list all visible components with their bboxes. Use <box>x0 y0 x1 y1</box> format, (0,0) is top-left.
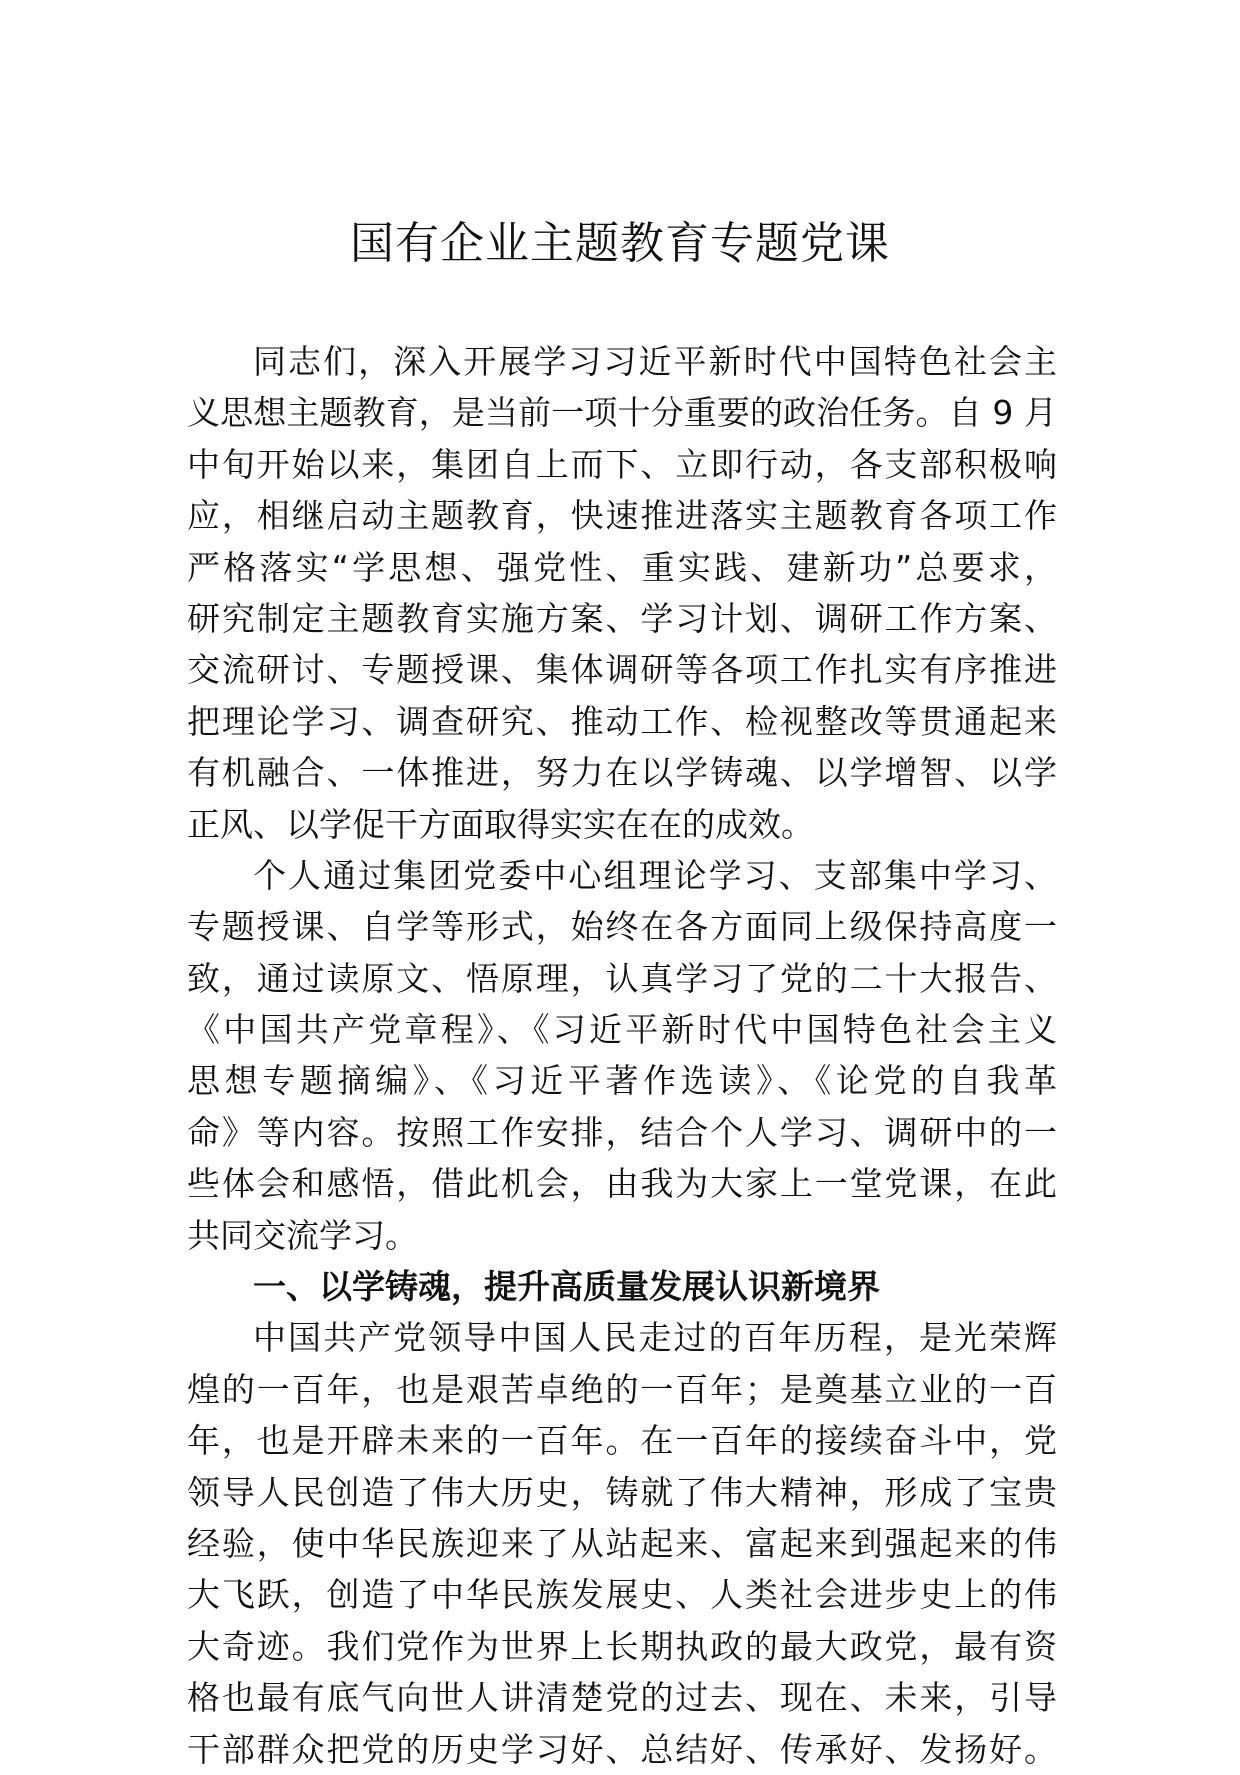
text-line: 把理论学习、调查研究、推动工作、检视整改等贯通起来 <box>187 701 1057 741</box>
text-line: 些体会和感悟，借此机会，由我为大家上一堂党课，在此 <box>187 1164 1057 1204</box>
text-line: 交流研讨、专题授课、集体调研等各项工作扎实有序推进 <box>187 650 1057 690</box>
text-line: 义思想主题教育，是当前一项十分重要的政治任务。自 9 月 <box>187 393 1057 433</box>
text-line: 同志们，深入开展学习习近平新时代中国特色社会主 <box>253 342 1057 381</box>
text-line: 中国共产党领导中国人民走过的百年历程，是光荣辉 <box>253 1318 1057 1358</box>
text-line: 领导人民创造了伟大历史，铸就了伟大精神，形成了宝贵 <box>187 1472 1057 1512</box>
text-line: 干部群众把党的历史学习好、总结好、传承好、发扬好。 <box>187 1729 1057 1769</box>
text-line: 专题授课、自学等形式，始终在各方面同上级保持高度一 <box>187 907 1057 947</box>
text-line: 有机融合、一体推进，努力在以学铸魂、以学增智、以学 <box>187 753 1057 793</box>
text-line: 煌的一百年，也是艰苦卓绝的一百年；是奠基立业的一百 <box>187 1369 1057 1409</box>
text-line: 应，相继启动主题教育，快速推进落实主题教育各项工作 <box>187 496 1057 536</box>
text-line: 年，也是开辟未来的一百年。在一百年的接续奋斗中，党 <box>187 1421 1057 1461</box>
paragraph-personal-study <box>187 850 1057 1261</box>
text-line: 正风、以学促干方面取得实实在在的成效。 <box>187 804 814 844</box>
text-line: 个人通过集团党委中心组理论学习、支部集中学习、 <box>253 855 1057 895</box>
paragraph-party-history <box>187 1312 1057 1775</box>
text-line: 《中国共产党章程》、《习近平新时代中国特色社会主义 <box>187 1010 1057 1050</box>
text-line: 格也最有底气向世人讲清楚党的过去、现在、未来，引导 <box>187 1678 1057 1718</box>
text-line: 中旬开始以来，集团自上而下、立即行动，各支部积极响 <box>187 444 1057 484</box>
text-line: 大飞跃，创造了中华民族发展史、人类社会进步史上的伟 <box>187 1575 1057 1615</box>
text-line: 共同交流学习。 <box>187 1215 418 1255</box>
text-line: 研究制定主题教育实施方案、学习计划、调研工作方案、 <box>187 598 1057 638</box>
text-line: 严格落实“学思想、强党性、重实践、建新功”总要求， <box>187 547 1057 587</box>
document-body <box>187 336 1057 1775</box>
text-line: 致，通过读原文、悟原理，认真学习了党的二十大报告、 <box>187 958 1057 998</box>
section-heading <box>187 1261 1057 1312</box>
section-heading-text: 一、以学铸魂，提升高质量发展认识新境界 <box>253 1267 880 1307</box>
document-title: 国有企业主题教育专题党课 <box>350 218 890 269</box>
text-line: 思想专题摘编》、《习近平著作选读》、《论党的自我革 <box>187 1061 1057 1101</box>
text-line: 经验，使中华民族迎来了从站起来、富起来到强起来的伟 <box>187 1523 1057 1563</box>
text-line: 命》等内容。按照工作安排，结合个人学习、调研中的一 <box>187 1112 1057 1152</box>
paragraph-intro <box>187 336 1057 850</box>
text-line: 大奇迹。我们党作为世界上长期执政的最大政党，最有资 <box>187 1626 1057 1666</box>
